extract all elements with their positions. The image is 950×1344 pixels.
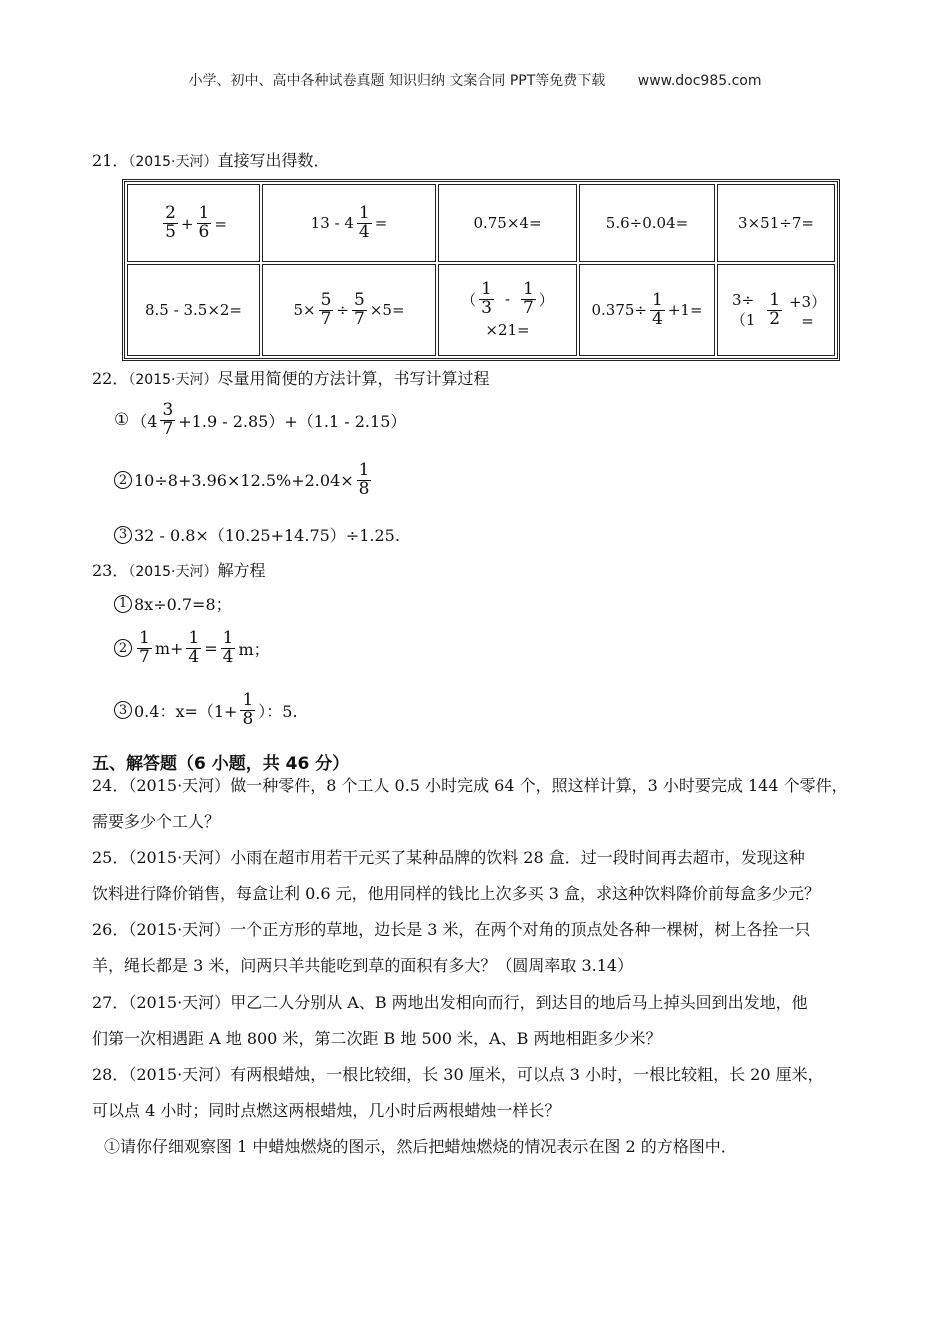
fraction: $\frac{1}{7}$ — [139, 628, 150, 667]
circled-number: 2 — [114, 639, 132, 657]
q21-cell-2-1: 8.5 - 3.5×2= — [127, 264, 260, 356]
circled-number: 1 — [114, 595, 132, 613]
header-text: 小学、初中、高中各种试卷真题 知识归纳 文案合同 PPT等免费下载 — [188, 73, 606, 89]
circled-number: 3 — [114, 526, 132, 544]
q21-text: 直接写出得数． — [217, 151, 330, 170]
q21-cell-1-5: 3×51÷7= — [717, 184, 835, 262]
section-5-title: 五、解答题（6 小题，共 46 分） — [92, 754, 350, 774]
fraction: $\frac{1}{8}$ — [242, 690, 254, 729]
q21-number: 21． — [92, 151, 129, 170]
q21-cell-2-2: 5× $\frac{5}{7}$ ÷ $\frac{5}{7}$ ×5= — [262, 264, 436, 356]
q25: 25．（2015·天河）小雨在超市用若干元买了某种品牌的饮料 28 盒．过一段时间再去超市，发现这种 饮料进行降价销售，每盒让利 0.6 元，他用同样的钱比上次多买 3 盒，求这种饮料降价前每盒多少元？ — [92, 848, 820, 903]
q21-tag: （2015·天河） — [128, 154, 218, 170]
fraction: $\frac{1}{4}$ — [222, 628, 234, 667]
fraction: $\frac{1}{7}$ — [523, 278, 534, 318]
fraction: $\frac{5}{7}$ — [320, 289, 332, 329]
q27: 27．（2015·天河）甲乙二人分别从 A、B 两地出发相向而行，到达目的地后马上掉头回到出发地，他 们第一次相遇距 A 地 800 米，第二次距 B 地 500 米，A、B 两地相距多少米？ — [92, 993, 808, 1048]
page-header — [0, 70, 950, 90]
q26: 26．（2015·天河）一个正方形的草地，边长是 3 米，在两个对角的顶点处各种一棵树，树上各拴一只 羊，绳长都是 3 米，问两只羊共能吃到草的面积有多大？（圆周率取 3.14） — [92, 920, 811, 975]
q23-title: 23．（2015·天河）解方程 — [92, 561, 266, 580]
q21-row-2 — [127, 264, 835, 356]
fraction: $\frac{5}{7}$ — [354, 289, 365, 329]
q28: 28．（2015·天河）有两根蜡烛，一根比较细，长 30 厘米，可以点 3 小时，一根比较粗，长 20 厘米， 可以点 4 小时；同时点燃这两根蜡烛，几小时后两根蜡烛一样长？ ①请你仔细观察图 1 中蜡烛燃烧的图示，然后把蜡烛燃烧的情况表示在图 2 的方格图中． — [92, 1065, 824, 1156]
fraction: $\frac{3}{7}$ — [162, 400, 174, 439]
q21-cell-1-3: 0.75×4= — [438, 184, 577, 262]
q23-item-2: 2 $\frac{1}{7}$ m+ $\frac{1}{4}$ = $\frac{1}{4}$ m； — [114, 630, 270, 667]
fraction: $\frac{1}{4}$ — [652, 289, 663, 329]
fraction: $\frac{1}{4}$ — [358, 202, 370, 242]
fraction: $\frac{2}{5}$ — [165, 203, 176, 242]
fraction: $\frac{1}{3}$ — [481, 278, 492, 318]
q22-item-2: 2 10÷8+3.96×12.5%+2.04× $\frac{1}{8}$ — [114, 462, 374, 499]
fraction: $\frac{1}{8}$ — [358, 460, 370, 499]
circled-number: 2 — [114, 471, 132, 489]
fraction: $\frac{1}{4}$ — [188, 628, 200, 667]
q21-cell-2-5: 3÷（1 $\frac{1}{2}$ +3）= — [717, 264, 835, 356]
q21-row-1 — [127, 184, 835, 262]
q21-cell-2-4: 0.375÷ $\frac{1}{4}$ +1= — [579, 264, 715, 356]
q21-calc-table — [122, 179, 840, 361]
q22-title: 22．（2015·天河）尽量用简便的方法计算，书写计算过程 — [92, 369, 490, 388]
q23-item-1: 1 8x÷0.7=8； — [114, 592, 232, 615]
q21-cell-2-3: （ $\frac{1}{3}$ - $\frac{1}{7}$ ） ×21= — [438, 264, 577, 356]
q23-item-3: 3 0.4：x=（1+ $\frac{1}{8}$ ）：5. — [114, 692, 298, 729]
fraction: $\frac{1}{6}$ — [198, 203, 210, 242]
header-site-link[interactable]: www.doc985.com — [637, 73, 762, 89]
q22-item-1: ① （4 $\frac{3}{7}$ +1.9 - 2.85）+（1.1 - 2.15） — [114, 400, 407, 439]
q21-cell-1-4: 5.6÷0.04= — [579, 184, 715, 262]
q21-title — [92, 148, 329, 171]
fraction: $\frac{1}{2}$ — [769, 289, 781, 329]
q22-item-3: 3 32 - 0.8×（10.25+14.75）÷1.25. — [114, 523, 400, 546]
q21-cell-1-2: 13 - 4 $\frac{1}{4}$ = — [262, 184, 436, 262]
q21-cell-1-1: $\frac{2}{5}$ + $\frac{1}{6}$ = — [127, 184, 260, 262]
q24: 24．（2015·天河）做一种零件，8 个工人 0.5 小时完成 64 个，照这样计算，3 小时要完成 144 个零件， 需要多少个工人？ — [92, 776, 848, 831]
circled-number: 3 — [114, 701, 132, 719]
